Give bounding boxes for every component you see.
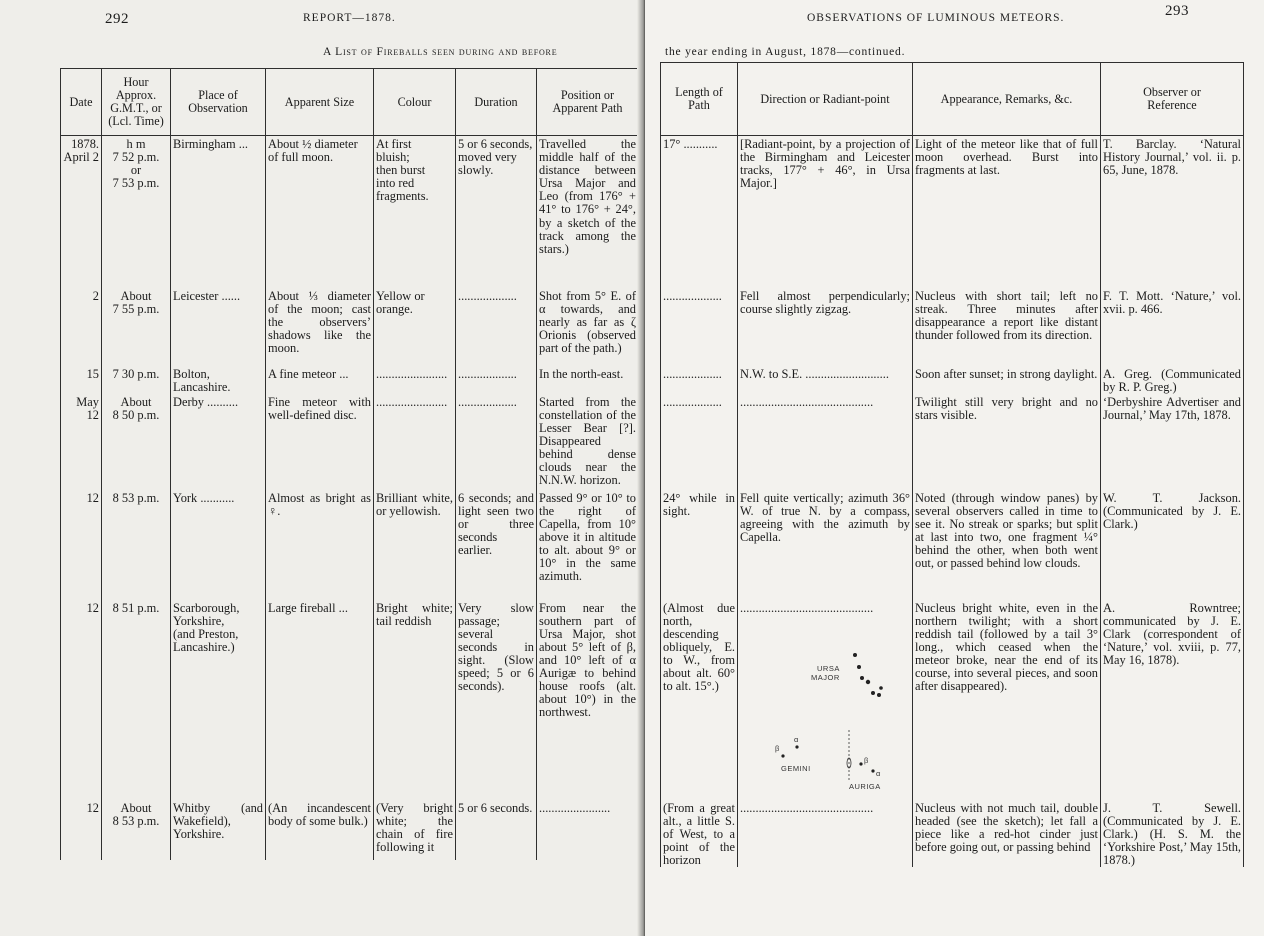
- cell-place: Bolton, Lancashire.: [171, 366, 266, 394]
- cell-appearance: Nucleus with short tail; left no streak. Three minutes after disappearance a report like distant thunder followed from its direction.: [913, 288, 1101, 366]
- cell-colour: Yellow or orange.: [374, 288, 456, 366]
- cell-date: 2: [61, 288, 102, 366]
- list-title: A List of Fireballs seen during and before: [323, 46, 558, 58]
- label-auriga: AURIGA: [849, 782, 881, 791]
- cell-date: 12: [61, 800, 102, 860]
- cell-date: 1878. April 2: [61, 136, 102, 288]
- table-row: [661, 490, 1244, 600]
- cell-date: 12: [61, 490, 102, 600]
- star: [871, 691, 875, 695]
- star: [853, 653, 857, 657]
- list-title-continued: the year ending in August, 1878—continued.: [665, 46, 906, 58]
- table-row: [661, 600, 1244, 800]
- cell-direction: N.W. to S.E. ...........................: [738, 366, 913, 394]
- cell-size: Almost as bright as ♀.: [266, 490, 374, 600]
- table-row: [61, 136, 639, 288]
- label-beta-gemini: β: [775, 744, 780, 753]
- table-row: [61, 288, 639, 366]
- star: [781, 754, 784, 757]
- cell-length: ...................: [661, 288, 738, 366]
- cell-appearance: Nucleus bright white, even in the northern twilight; with a short reddish tail (followed by a tail 3° long., which ceased when the meteor broke, near the end of its course, into several pieces, and soon after disappeared).: [913, 600, 1101, 800]
- table-row: [61, 490, 639, 600]
- cell-observer: T. Barclay. ‘Natural History Journal,’ vol. ii. p. 65, June, 1878.: [1101, 136, 1244, 288]
- cell-direction: ...........................................: [738, 800, 913, 867]
- cell-direction: Fell quite vertically; azimuth 36° W. of true N. by a compass, agreeing with the azimuth by Capella.: [738, 490, 913, 600]
- cell-hour: About 7 55 p.m.: [102, 288, 171, 366]
- cell-colour: Bright white; tail reddish: [374, 600, 456, 800]
- cell-place: Scarborough, Yorkshire, (and Preston, Lancashire.): [171, 600, 266, 800]
- cell-length: ...................: [661, 394, 738, 490]
- cell-duration: 5 or 6 seconds.: [456, 800, 537, 860]
- cell-size: Fine meteor with well-defined disc.: [266, 394, 374, 490]
- page-number-left: 292: [105, 11, 129, 27]
- cell-colour: Brilliant white, or yellowish.: [374, 490, 456, 600]
- cell-place: Leicester ......: [171, 288, 266, 366]
- fireball-table-right: [660, 62, 1244, 867]
- cell-colour: At first bluish; then burst into red fragments.: [374, 136, 456, 288]
- cell-position: .......................: [537, 800, 639, 860]
- cell-place: Birmingham ...: [171, 136, 266, 288]
- cell-size: Large fireball ...: [266, 600, 374, 800]
- table-row: [661, 288, 1244, 366]
- label-alpha-gemini: α: [794, 735, 799, 744]
- cell-appearance: Light of the meteor like that of full moon overhead. Burst into fragments at last.: [913, 136, 1101, 288]
- cell-hour: 8 53 p.m.: [102, 490, 171, 600]
- header-observer: Observer or Reference: [1101, 63, 1244, 136]
- cell-size: About ½ diameter of full moon.: [266, 136, 374, 288]
- cell-length: (Almost due north, descending obliquely, E. to W., from about alt. 60° to alt. 15°.): [661, 600, 738, 800]
- cell-size: About ⅓ diameter of the moon; cast the observers’ shadows like the moon.: [266, 288, 374, 366]
- cell-place: Derby ..........: [171, 394, 266, 490]
- cell-place: York ...........: [171, 490, 266, 600]
- cell-date: 12: [61, 600, 102, 800]
- cell-position: Travelled the middle half of the distance between Ursa Major and Leo (from 176° + 41° to 176° + 24°, by a sketch of the track among the stars.): [537, 136, 639, 288]
- header-date: Date: [61, 69, 102, 136]
- header-row: [61, 69, 639, 136]
- cell-size: A fine meteor ...: [266, 366, 374, 394]
- cell-hour: h m 7 52 p.m. or 7 53 p.m.: [102, 136, 171, 288]
- cell-hour: 8 51 p.m.: [102, 600, 171, 800]
- cell-appearance: Noted (through window panes) by several observers called in time to see it. No streak or sparks; but split at last into two, one fragment ¼° behind the other, when both went out, or passed behind low clouds.: [913, 490, 1101, 600]
- running-head-left: REPORT—1878.: [303, 12, 396, 24]
- table-row: [61, 800, 639, 860]
- cell-hour: About 8 50 p.m.: [102, 394, 171, 490]
- cell-direction: Fell almost perpendicularly; course slightly zigzag.: [738, 288, 913, 366]
- cell-observer: W. T. Jackson. (Communicated by J. E. Clark.): [1101, 490, 1244, 600]
- running-head-right: OBSERVATIONS OF LUMINOUS METEORS.: [807, 12, 1065, 24]
- table-row: [661, 394, 1244, 490]
- cell-length: 24° while in sight.: [661, 490, 738, 600]
- star: [795, 745, 798, 748]
- cell-duration: ...................: [456, 394, 537, 490]
- page-number-right: 293: [1165, 3, 1189, 19]
- header-size: Apparent Size: [266, 69, 374, 136]
- cell-duration: Very slow passage; several seconds in sight. (Slow speed; 5 or 6 seconds).: [456, 600, 537, 800]
- cell-appearance: Soon after sunset; in strong daylight.: [913, 366, 1101, 394]
- cell-duration: ...................: [456, 366, 537, 394]
- cell-position: In the north-east.: [537, 366, 639, 394]
- cell-appearance: Nucleus with not much tail, double headed (see the sketch); let fall a piece like a red-hot cinder just before going out, or passing behind: [913, 800, 1101, 867]
- table-row: [661, 366, 1244, 394]
- cell-direction: [Radiant-point, by a projection of the Birmingham and Leicester tracks, 177° + 46°, in Ursa Major.]: [738, 136, 913, 288]
- cell-position: Started from the constellation of the Lesser Bear [?]. Disappeared behind dense clouds near the N.N.W. horizon.: [537, 394, 639, 490]
- table-row: [61, 600, 639, 800]
- cell-position: Shot from 5° E. of α towards, and nearly as far as ζ Orionis (observed part of the path.): [537, 288, 639, 366]
- header-colour: Colour: [374, 69, 456, 136]
- header-length: Length of Path: [661, 63, 738, 136]
- constellation-sketch: [755, 645, 905, 795]
- header-direction: Direction or Radiant-point: [738, 63, 913, 136]
- header-appearance: Appearance, Remarks, &c.: [913, 63, 1101, 136]
- cell-position: From near the southern part of Ursa Major, shot about 5° left of β, and 10° left of α Aurigæ to behind house roofs (alt. about 10°) in the northwest.: [537, 600, 639, 800]
- table-row: [61, 366, 639, 394]
- cell-duration: 6 seconds; and light seen two or three seconds earlier.: [456, 490, 537, 600]
- cell-direction: ...........................................: [738, 394, 913, 490]
- star: [871, 769, 874, 772]
- label-alpha-auriga: α: [876, 769, 881, 778]
- cell-length: ...................: [661, 366, 738, 394]
- cell-duration: 5 or 6 seconds, moved very slowly.: [456, 136, 537, 288]
- star: [866, 680, 870, 684]
- cell-place: Whitby (and Wakefield), Yorkshire.: [171, 800, 266, 860]
- table-row: [61, 394, 639, 490]
- header-row: [661, 63, 1244, 136]
- cell-length: (From a great alt., a little S. of West, to a point of the horizon: [661, 800, 738, 867]
- header-hour: Hour Approx. G.M.T., or (Lcl. Time): [102, 69, 171, 136]
- fireball-table-left: [60, 68, 639, 860]
- label-gemini: GEMINI: [781, 764, 811, 773]
- star: [857, 665, 861, 669]
- cell-date: 15: [61, 366, 102, 394]
- cell-colour: (Very bright white; the chain of fire following it: [374, 800, 456, 860]
- cell-observer: A. Rowntree; communicated by J. E. Clark (correspondent of ‘Nature,’ vol. xviii, p. 77, May 16, 1878).: [1101, 600, 1244, 800]
- cell-hour: 7 30 p.m.: [102, 366, 171, 394]
- star: [859, 762, 862, 765]
- cell-colour: .......................: [374, 394, 456, 490]
- cell-length: 17° ...........: [661, 136, 738, 288]
- cell-observer: ‘Derbyshire Advertiser and Journal,’ May 17th, 1878.: [1101, 394, 1244, 490]
- header-place: Place of Observation: [171, 69, 266, 136]
- right-page: [645, 0, 1264, 936]
- star: [877, 693, 881, 697]
- table-row: [661, 136, 1244, 288]
- cell-position: Passed 9° or 10° to the right of Capella, from 10° above it in altitude to alt. about 9° or 10° in the same azimuth.: [537, 490, 639, 600]
- cell-colour: .......................: [374, 366, 456, 394]
- cell-hour: About 8 53 p.m.: [102, 800, 171, 860]
- cell-date: May 12: [61, 394, 102, 490]
- cell-duration: ...................: [456, 288, 537, 366]
- label-ursa-major-1: URSA: [817, 664, 840, 673]
- cell-size: (An incandescent body of some bulk.): [266, 800, 374, 860]
- header-position: Position or Apparent Path: [537, 69, 639, 136]
- table-row: [661, 800, 1244, 867]
- cell-observer: F. T. Mott. ‘Nature,’ vol. xvii. p. 466.: [1101, 288, 1244, 366]
- cell-appearance: Twilight still very bright and no stars visible.: [913, 394, 1101, 490]
- cell-observer: J. T. Sewell. (Communicated by J. E. Clark.) (H. S. M. the ‘Yorkshire Post,’ May 15th, 1878.): [1101, 800, 1244, 867]
- cell-observer: A. Greg. (Communicated by R. P. Greg.): [1101, 366, 1244, 394]
- label-ursa-major-2: MAJOR: [811, 673, 840, 682]
- star: [879, 686, 883, 690]
- header-duration: Duration: [456, 69, 537, 136]
- label-beta-auriga: β: [864, 756, 869, 765]
- star: [860, 676, 864, 680]
- cell-direction: ...........................................: [738, 600, 913, 800]
